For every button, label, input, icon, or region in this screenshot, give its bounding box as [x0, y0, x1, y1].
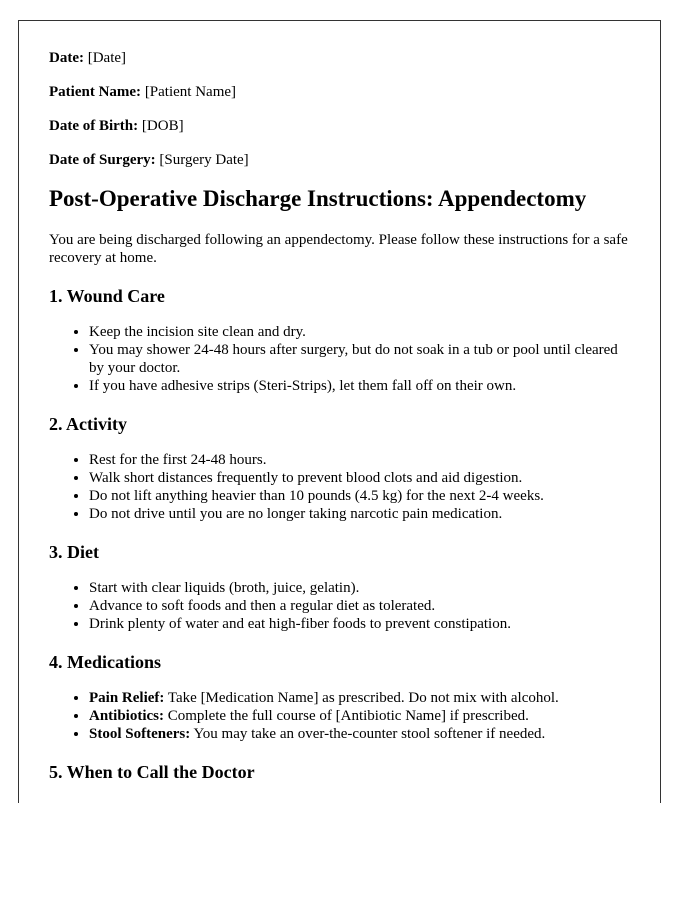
antibiotics-text: Complete the full course of [Antibiotic Name] if prescribed. — [164, 708, 529, 724]
intro-paragraph: You are being discharged following an appendectomy. Please follow these instructions for a safe recovery at home. — [49, 232, 628, 266]
pain-relief-label: Pain Relief: — [89, 690, 165, 706]
list-item: • Keep the incision site clean and dry. — [89, 323, 630, 341]
list-item: • Drink plenty of water and eat high-fiber foods to prevent constipation. — [89, 615, 630, 633]
activity-list — [49, 451, 630, 523]
list-item: • Rest for the first 24-48 hours. — [89, 451, 630, 469]
pain-relief-text: Take [Medication Name] as prescribed. Do not mix with alcohol. — [164, 690, 559, 706]
document-page — [18, 20, 661, 803]
list-item: • If you have adhesive strips (Steri-Strips), let them fall off on their own. — [89, 377, 630, 395]
dob-label: Date of Birth: — [49, 118, 139, 134]
wound-care-heading: 1. Wound Care — [49, 286, 165, 306]
activity-heading: 2. Activity — [49, 414, 127, 434]
date-line — [49, 49, 630, 68]
list-item: • Walk short distances frequently to prevent blood clots and aid digestion. — [89, 469, 630, 487]
list-item — [89, 707, 630, 725]
stool-softeners-text: You may take an over-the-counter stool softener if needed. — [190, 726, 546, 742]
dob-value: [DOB] — [141, 118, 184, 134]
list-item: • Advance to soft foods and then a regular diet as tolerated. — [89, 597, 630, 615]
dob-line — [49, 117, 630, 136]
surgery-date-line — [49, 151, 630, 170]
list-item: • Do not lift anything heavier than 10 pounds (4.5 kg) for the next 2-4 weeks. — [89, 487, 630, 505]
stool-softeners-label: Stool Softeners: — [89, 726, 191, 742]
medications-heading: 4. Medications — [49, 652, 161, 672]
wound-care-list — [49, 323, 630, 395]
document-content — [19, 21, 660, 783]
diet-list — [49, 579, 630, 633]
patient-name-label: Patient Name: — [49, 84, 142, 100]
surgery-date-label: Date of Surgery: — [49, 152, 156, 168]
date-value: [Date] — [87, 50, 127, 66]
antibiotics-label: Antibiotics: — [89, 708, 164, 724]
document-title: Post-Operative Discharge Instructions: Appendectomy — [49, 186, 587, 211]
surgery-date-value: [Surgery Date] — [159, 152, 249, 168]
patient-name-line — [49, 83, 630, 102]
list-item — [89, 689, 630, 707]
diet-heading: 3. Diet — [49, 542, 99, 562]
patient-name-value: [Patient Name] — [144, 84, 237, 100]
list-item — [89, 725, 630, 743]
list-item: • Start with clear liquids (broth, juice, gelatin). — [89, 579, 630, 597]
list-item: • You may shower 24-48 hours after surgery, but do not soak in a tub or pool until cleared by your doctor. — [89, 341, 630, 377]
list-item: • Do not drive until you are no longer taking narcotic pain medication. — [89, 505, 630, 523]
date-label: Date: — [49, 50, 84, 66]
medications-list — [49, 689, 630, 743]
call-doctor-heading: 5. When to Call the Doctor — [49, 762, 255, 782]
